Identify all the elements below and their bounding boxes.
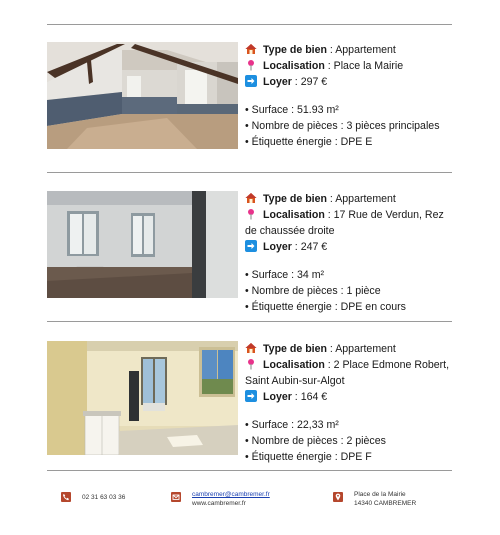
phone-number: 02 31 63 03 36 [82, 494, 126, 501]
divider-3 [47, 470, 452, 471]
phone-icon [61, 492, 71, 502]
map-pin-icon [245, 208, 257, 220]
rent-label: Loyer [263, 241, 292, 253]
property-type-line [245, 42, 457, 58]
rent-value: : 247 € [291, 241, 328, 253]
location-label: Localisation [263, 209, 325, 221]
rooms-line: • Nombre de pièces : 2 pièces [245, 435, 386, 447]
map-pin-icon [245, 59, 257, 71]
divider-1 [47, 172, 452, 173]
footer [47, 490, 452, 520]
location-line [245, 58, 457, 74]
house-icon [245, 192, 257, 204]
address-line-2: 14340 CAMBREMER [354, 500, 417, 507]
energy-line: • Étiquette énergie : DPE F [245, 451, 372, 463]
right-arrow-icon [245, 390, 257, 402]
property-type-value: : Appartement [326, 44, 396, 56]
property-type-label: Type de bien [263, 343, 327, 355]
listing-1 [47, 42, 452, 149]
location-value: : Place la Mairie [324, 60, 404, 72]
listing-photo-3 [47, 341, 238, 455]
property-type-label: Type de bien [263, 193, 327, 205]
property-type-label: Type de bien [263, 44, 327, 56]
map-pin-icon [245, 358, 257, 370]
energy-line: • Étiquette énergie : DPE E [245, 136, 373, 148]
location-value: : 17 Rue de Verdun, Rez de chaussée droite [245, 209, 444, 237]
surface-line: • Surface : 34 m² [245, 269, 325, 281]
property-type-value: : Appartement [326, 193, 396, 205]
website-link[interactable]: www.cambremer.fr [192, 500, 246, 507]
listing-photo-1 [47, 42, 238, 149]
surface-line: • Surface : 51.93 m² [245, 104, 339, 116]
energy-line: • Étiquette énergie : DPE en cours [245, 301, 406, 313]
surface-line: • Surface : 22,33 m² [245, 419, 339, 431]
rooms-line: • Nombre de pièces : 3 pièces principales [245, 120, 440, 132]
listing-info-3 [245, 341, 457, 465]
location-icon [333, 492, 343, 502]
location-label: Localisation [263, 60, 325, 72]
house-icon [245, 43, 257, 55]
location-line [245, 357, 457, 389]
listing-photo-2 [47, 191, 238, 298]
rent-line [245, 74, 457, 90]
location-label: Localisation [263, 359, 325, 371]
rent-label: Loyer [263, 391, 292, 403]
listing-info-1 [245, 42, 457, 150]
house-icon [245, 342, 257, 354]
rent-line [245, 389, 457, 405]
location-value: : 2 Place Edmone Robert, Saint Aubin-sur-Algot [245, 359, 450, 387]
property-type-value: : Appartement [326, 343, 396, 355]
rooms-line: • Nombre de pièces : 1 pièce [245, 285, 381, 297]
property-type-line [245, 191, 457, 207]
listing-info-2 [245, 191, 457, 315]
rent-line [245, 239, 457, 255]
rent-label: Loyer [263, 76, 292, 88]
rent-value: : 164 € [291, 391, 328, 403]
top-divider [47, 24, 452, 25]
email-link[interactable]: cambremer@cambremer.fr [192, 491, 270, 498]
address-line-1: Place de la Mairie [354, 491, 406, 498]
property-type-line [245, 341, 457, 357]
right-arrow-icon [245, 75, 257, 87]
right-arrow-icon [245, 240, 257, 252]
listing-3 [47, 341, 452, 463]
location-line [245, 207, 457, 239]
divider-2 [47, 321, 452, 322]
rent-value: : 297 € [291, 76, 328, 88]
envelope-icon [171, 492, 181, 502]
listing-2 [47, 191, 452, 313]
